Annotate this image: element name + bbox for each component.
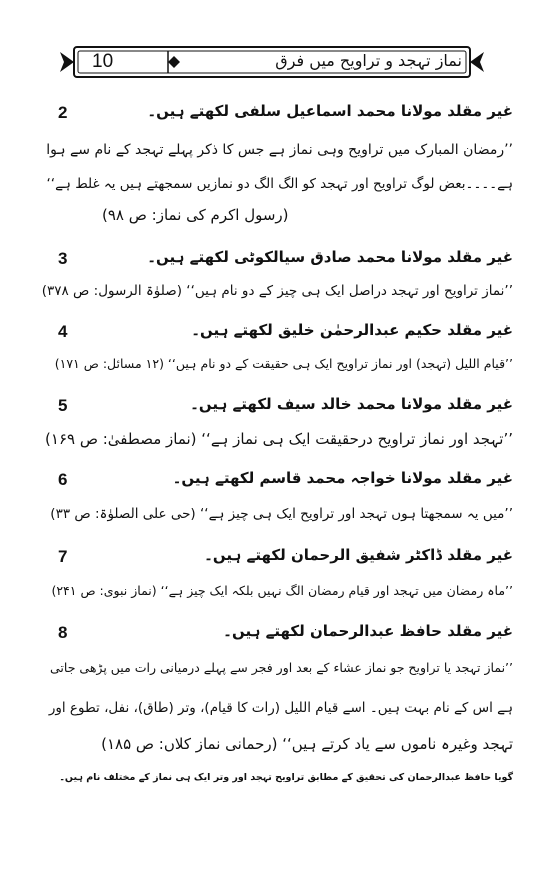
item-author: غیر مقلد مولانا محمد اسماعیل سلفی لکھتے ہیں۔ (147, 102, 513, 120)
quote-line: ہے اس کے نام بہت ہیں۔ اسے قیام اللیل (رات کا قیام)، وتر (طاق)، نفل، تطوع اور (48, 700, 513, 716)
item-author: غیر مقلد مولانا خواجہ محمد قاسم لکھتے ہیں۔ (172, 469, 513, 487)
item-number: 3 (58, 249, 68, 268)
quote-line: ’’نماز تراویح اور تہجد دراصل ایک ہی چیز کے دو نام ہیں‘‘ (صلوٰۃ الرسول: ص ۳۷۸) (41, 283, 513, 299)
quote-line: ’’ماہ رمضان میں تہجد اور قیام رمضان الگ نہیں بلکہ ایک چیز ہے‘‘ (نماز نبوی: ص ۲۴۱) (51, 583, 513, 598)
citation: (رسول اکرم کی نماز: ص ۹۸) (102, 206, 289, 224)
page-number: 10 (92, 51, 114, 72)
page-header (56, 44, 488, 80)
item-author: غیر مقلد حکیم عبدالرحمٰن خلیق لکھتے ہیں۔ (191, 321, 513, 339)
item-number: 7 (58, 547, 68, 566)
item-author: غیر مقلد مولانا محمد خالد سیف لکھتے ہیں۔ (190, 395, 513, 413)
header-title: نماز تہجد و تراویح میں فرق (275, 51, 462, 70)
quote-line: ’’تہجد اور نماز تراویح درحقیقت ایک ہی نماز ہے‘‘ (نماز مصطفیٰ: ص ۱۶۹) (45, 430, 513, 448)
item-author: غیر مقلد حافظ عبدالرحمان لکھتے ہیں۔ (223, 622, 513, 640)
quote-line: تہجد وغیرہ ناموں سے یاد کرتے ہیں‘‘ (رحمانی نماز کلاں: ص ۱۸۵) (101, 735, 513, 753)
conclusion-text: گویا حافظ عبدالرحمان کی تحقیق کے مطابق تراویح تہجد اور وتر ایک ہی نماز کے مختلف نام ہیں۔ (59, 772, 513, 783)
item-number: 2 (58, 103, 68, 122)
quote-line: ’’میں یہ سمجھتا ہوں تہجد اور تراویح ایک ہی چیز ہے‘‘ (حی علی الصلوٰۃ: ص ۳۳) (50, 506, 513, 522)
quote-line: ہے۔۔۔۔بعض لوگ تراویح اور تہجد کو الگ الگ دو نمازیں سمجھتے ہیں یہ غلط ہے‘‘ (46, 176, 513, 192)
item-author: غیر مقلد مولانا محمد صادق سیالکوٹی لکھتے ہیں۔ (147, 248, 513, 266)
item-number: 5 (58, 396, 68, 415)
quote-line: ’’قیام اللیل (تہجد) اور نماز تراویح ایک ہی حقیقت کے دو نام ہیں‘‘ (۱۲ مسائل: ص ۱۷۱) (54, 356, 513, 371)
item-author: غیر مقلد ڈاکٹر شفیق الرحمان لکھتے ہیں۔ (204, 546, 513, 564)
item-number: 8 (58, 623, 68, 642)
item-number: 6 (58, 470, 68, 489)
quote-line: ’’رمضان المبارک میں تراویح وہی نماز ہے جس کا ذکر پہلے تہجد کے نام سے ہوا (46, 142, 513, 158)
item-number: 4 (58, 322, 68, 341)
quote-line: ’’نماز تہجد یا تراویح جو نماز عشاء کے بعد اور فجر سے پہلے درمیانی رات میں پڑھی جاتی (50, 660, 513, 675)
